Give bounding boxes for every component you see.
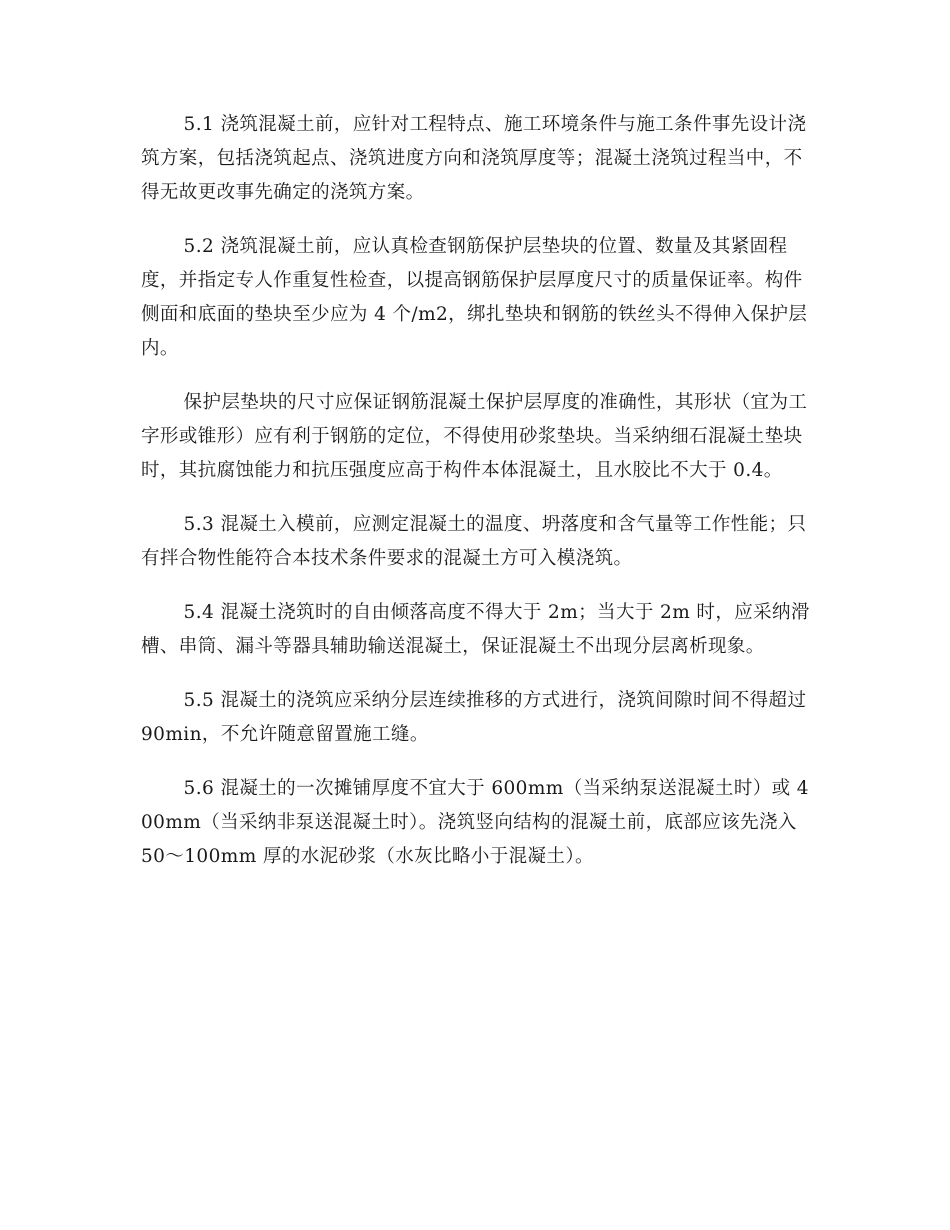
paragraph-5-2: 5.2 浇筑混凝土前，应认真检查钢筋保护层垫块的位置、数量及其紧固程度，并指定专人作重复性检查，以提高钢筋保护层厚度尺寸的质量保证率。构件侧面和底面的垫块至少应为 4 个/m2，绑扎垫块和钢筋的铁丝头不得伸入保护层内。 [141, 236, 808, 359]
paragraph-5-4: 5.4 混凝土浇筑时的自由倾落高度不得大于 2m；当大于 2m 时，应采纳滑槽、串筒、漏斗等器具辅助输送混凝土，保证混凝土不出现分层离析现象。 [141, 602, 810, 657]
paragraph-cover-block: 保护层垫块的尺寸应保证钢筋混凝土保护层厚度的准确性，其形状（宜为工字形或锥形）应有利于钢筋的定位，不得使用砂浆垫块。当采纳细石混凝土垫块时，其抗腐蚀能力和抗压强度应高于构件本体混凝土，且水胶比不大于 0.4。 [141, 392, 808, 481]
paragraph-5-1: 5.1 浇筑混凝土前，应针对工程特点、施工环境条件与施工条件事先设计浇筑方案，包括浇筑起点、浇筑进度方向和浇筑厚度等；混凝土浇筑过程当中，不得无故更改事先确定的浇筑方案。 [141, 114, 807, 203]
paragraph-5-5: 5.5 混凝土的浇筑应采纳分层连续推移的方式进行，浇筑间隙时间不得超过 90min，不允许随意留置施工缝。 [141, 690, 807, 745]
document-body [141, 108, 811, 894]
paragraph-5-6: 5.6 混凝土的一次摊铺厚度不宜大于 600mm（当采纳泵送混凝土时）或 400mm（当采纳非泵送混凝土时）。浇筑竖向结构的混凝土前，底部应该先浇入 50～100mm 厚的水泥砂浆（水灰比略小于混凝土）。 [141, 778, 809, 867]
paragraph-5-3: 5.3 混凝土入模前，应测定混凝土的温度、坍落度和含气量等工作性能；只有拌合物性能符合本技术条件要求的混凝土方可入模浇筑。 [141, 514, 807, 569]
